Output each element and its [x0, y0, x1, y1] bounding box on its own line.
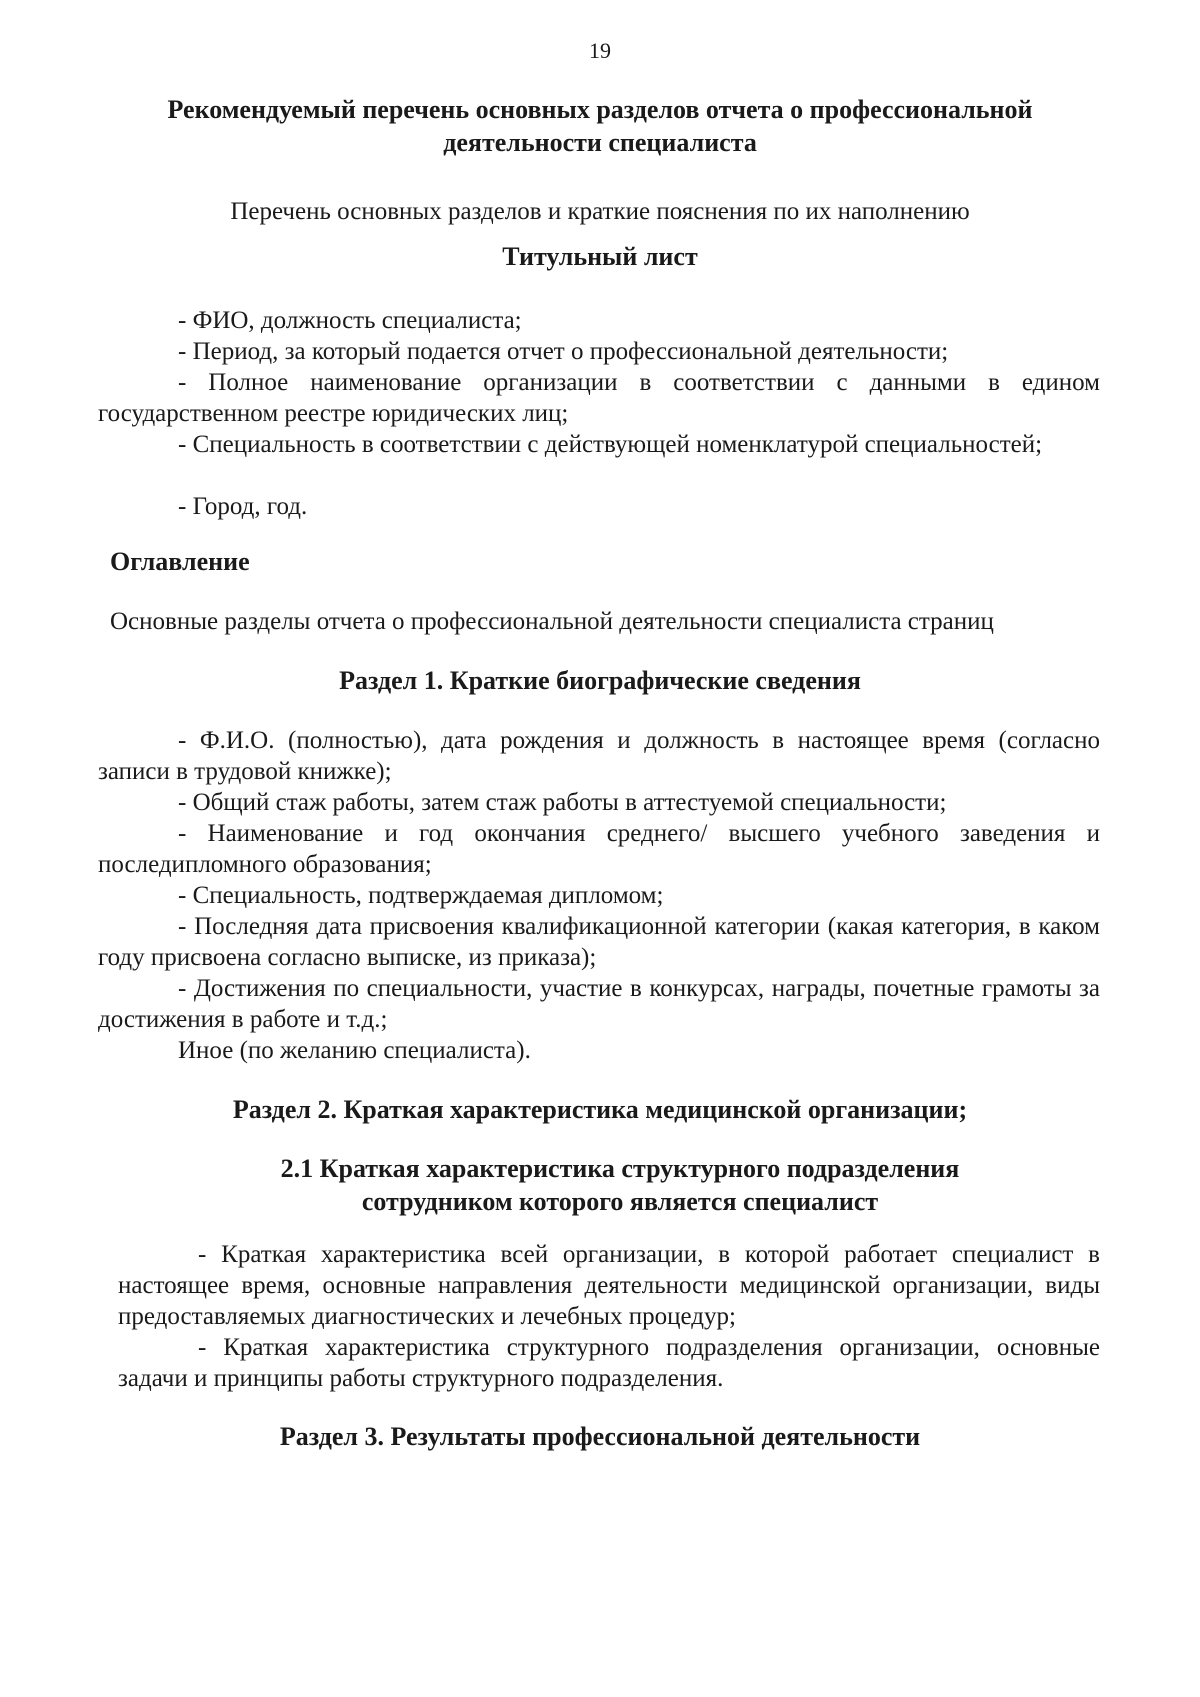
section1-item: - Ф.И.О. (полностью), дата рождения и должность в настоящее время (согласно записи в трудовой книжке); [98, 727, 1100, 785]
title-page-item: - Специальность в соответствии с действующей номенклатурой специальностей; [178, 431, 1043, 458]
section1-heading: Раздел 1. Краткие биографические сведения [339, 666, 861, 695]
document-title: Рекомендуемый перечень основных разделов отчета о профессиональной деятельности специалиста [167, 95, 1033, 157]
title-page-item: - Полное наименование организации в соответствии с данными в едином государственном реестре юридических лиц; [98, 369, 1100, 427]
title-page-item: - Город, год. [178, 493, 308, 520]
section1-item: - Специальность, подтверждаемая дипломом; [178, 882, 664, 909]
section2-heading: Раздел 2. Краткая характеристика медицинской организации; [232, 1095, 968, 1124]
section2-item: - Краткая характеристика всей организации, в которой работает специалист в настоящее время, основные направления деятельности медицинской организации, виды предоставляемых диагностических и лечебных процедур; [118, 1241, 1100, 1330]
section1-item: - Общий стаж работы, затем стаж работы в аттестуемой специальности; [178, 789, 947, 816]
title-page-heading: Титульный лист [502, 242, 698, 271]
title-page-item: - ФИО, должность специалиста; [178, 307, 522, 334]
title-page-item: - Период, за который подается отчет о профессиональной деятельности; [178, 338, 949, 365]
document-subtitle: Перечень основных разделов и краткие пояснения по их наполнению [230, 198, 970, 225]
section1-item: Иное (по желанию специалиста). [178, 1037, 531, 1064]
section1-item: - Достижения по специальности, участие в конкурсах, награды, почетные грамоты за достижения в работе и т.д.; [98, 975, 1100, 1033]
section1-item: - Наименование и год окончания среднего/ высшего учебного заведения и последипломного образования; [98, 820, 1100, 878]
page-number: 19 [589, 38, 611, 63]
section2-subheading: 2.1 Краткая характеристика структурного подразделения сотрудником которого является специалист [280, 1154, 960, 1216]
contents-text: Основные разделы отчета о профессиональной деятельности специалиста страниц [110, 608, 994, 635]
contents-heading: Оглавление [110, 547, 250, 576]
section1-item: - Последняя дата присвоения квалификационной категории (какая категория, в каком году присвоена согласно выписке, из приказа); [98, 913, 1100, 971]
section2-item: - Краткая характеристика структурного подразделения организации, основные задачи и принципы работы структурного подразделения. [118, 1334, 1100, 1392]
section3-heading: Раздел 3. Результаты профессиональной деятельности [279, 1422, 921, 1451]
